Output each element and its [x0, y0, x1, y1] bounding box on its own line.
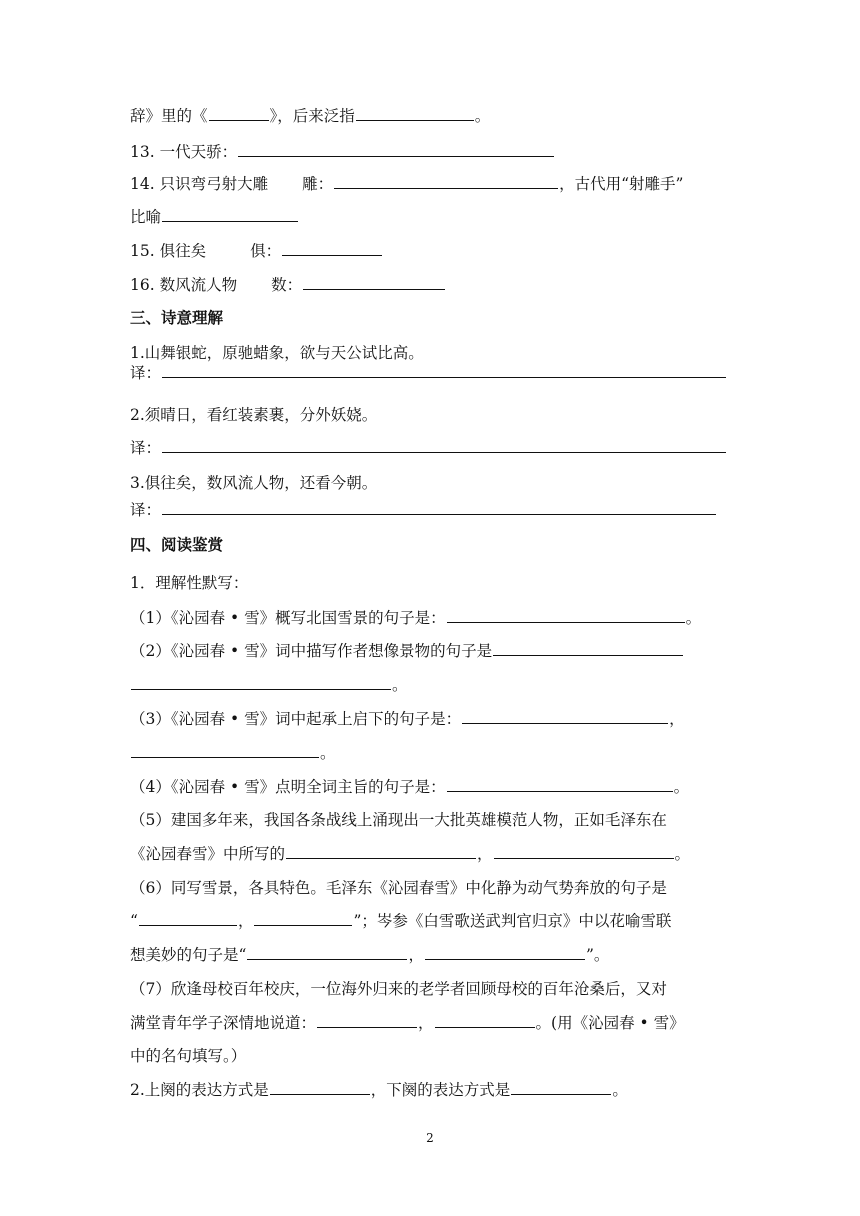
blank[interactable]	[317, 1013, 417, 1028]
text: ，	[237, 912, 254, 930]
text: 2.上阕的表达方式是	[130, 1081, 269, 1099]
reading-1-5: （5）建国多年来，我国各条战线上涌现出一大批英雄模范人物，正如毛泽东在	[130, 811, 667, 829]
text: 译：	[130, 439, 162, 457]
reading-1-4	[130, 777, 860, 797]
reading-1-2	[130, 641, 860, 661]
text: ，古代用“射雕手”	[559, 175, 684, 193]
blank[interactable]	[247, 945, 407, 960]
reading-1-2-cont	[130, 675, 860, 695]
text: ，	[418, 1014, 434, 1032]
text: “	[130, 912, 138, 930]
reading-1-7-cont2: 中的名句填写。）	[130, 1047, 247, 1065]
text: （3）《沁园春 • 雪》词中起承上启下的句子是：	[130, 710, 462, 728]
text: 满堂青年学子深情地说道：	[130, 1014, 317, 1032]
text: ”。	[585, 946, 610, 964]
blank[interactable]	[494, 844, 674, 859]
text: 辞》里的《	[130, 107, 208, 125]
blank[interactable]	[139, 911, 237, 926]
reading-1-6: （6）同写雪景，各具特色。毛泽东《沁园春雪》中化静为动气势奔放的句子是	[130, 879, 667, 897]
translate-2	[130, 438, 860, 458]
text: 。	[474, 107, 491, 125]
blank[interactable]	[511, 1080, 611, 1095]
text: 》，后来泛指	[269, 107, 355, 125]
reading-1-7-cont	[130, 1013, 860, 1033]
text: 14. 只识弯弓射大雕	[130, 175, 269, 193]
text: ”；岑参《白雪歌送武判官归京》中以花喻雪联	[353, 912, 672, 930]
blank[interactable]	[303, 275, 445, 290]
text: 13. 一代天骄：	[130, 143, 238, 161]
translate-1	[130, 363, 860, 383]
reading-1-7: （7）欣逢母校百年校庆，一位海外归来的老学者回顾母校的百年沧桑后，又对	[130, 980, 667, 998]
reading-1-5-cont	[130, 844, 860, 864]
blank[interactable]	[493, 641, 683, 656]
poem-line-2: 2.须晴日，看红装素裹，分外妖娆。	[130, 406, 378, 424]
text: 俱：	[250, 242, 282, 260]
section-3-heading: 三、诗意理解	[130, 309, 224, 327]
item-16	[130, 275, 860, 295]
blank[interactable]	[435, 1013, 535, 1028]
text: 比喻	[130, 208, 162, 226]
poem-line-3: 3.俱往矣，数风流人物，还看今朝。	[130, 474, 378, 492]
text: 。(用《沁园春 • 雪》	[535, 1014, 685, 1032]
text: 雕：	[302, 175, 334, 193]
blank[interactable]	[282, 241, 382, 256]
text: （1）《沁园春 • 雪》概写北国雪景的句子是：	[130, 609, 446, 627]
blank[interactable]	[131, 743, 319, 758]
reading-1-1	[130, 608, 860, 628]
blank[interactable]	[270, 1080, 370, 1095]
text: ，	[669, 710, 685, 728]
reading-2	[130, 1080, 860, 1100]
item-14-cont	[130, 207, 860, 227]
blank[interactable]	[425, 945, 585, 960]
line-1	[130, 106, 860, 126]
blank[interactable]	[334, 174, 558, 189]
text: 。	[673, 778, 690, 796]
blank[interactable]	[447, 777, 673, 792]
blank[interactable]	[162, 500, 716, 515]
text: 。	[674, 845, 691, 863]
text: 译：	[130, 501, 162, 519]
item-15	[130, 241, 860, 261]
reading-1-3	[130, 709, 860, 729]
reading-1: 1．理解性默写：	[130, 574, 249, 592]
item-13	[130, 142, 860, 162]
text: 16. 数风流人物	[130, 276, 238, 294]
blank[interactable]	[162, 438, 726, 453]
blank[interactable]	[162, 207, 298, 222]
translate-3	[130, 500, 860, 520]
text: 。	[685, 609, 702, 627]
text: 《沁园春雪》中所写的	[130, 845, 286, 863]
blank[interactable]	[162, 363, 726, 378]
blank[interactable]	[238, 142, 554, 157]
item-14	[130, 174, 860, 194]
text: 想美妙的句子是“	[130, 946, 247, 964]
blank[interactable]	[131, 675, 391, 690]
blank[interactable]	[462, 709, 668, 724]
blank[interactable]	[356, 106, 474, 121]
text: 。	[392, 676, 408, 694]
reading-1-6-cont	[130, 911, 860, 931]
section-4-heading: 四、阅读鉴赏	[130, 536, 224, 554]
text: （2）《沁园春 • 雪》词中描写作者想像景物的句子是	[130, 642, 493, 660]
text: 15. 俱往矣	[130, 242, 207, 260]
blank[interactable]	[286, 844, 476, 859]
text: ，	[477, 845, 493, 863]
text: 译：	[130, 364, 162, 382]
blank[interactable]	[254, 911, 352, 926]
page-number: 2	[426, 1131, 434, 1145]
blank[interactable]	[209, 106, 269, 121]
reading-1-6-cont2	[130, 945, 860, 965]
text: ，下阕的表达方式是	[370, 1081, 511, 1099]
text: （4）《沁园春 • 雪》点明全词主旨的句子是：	[130, 778, 446, 796]
poem-line-1: 1.山舞银蛇，原驰蜡象，欲与天公试比高。	[130, 344, 424, 362]
reading-1-3-cont	[130, 743, 860, 763]
blank[interactable]	[447, 608, 685, 623]
text: 。	[612, 1081, 628, 1099]
text: ，	[408, 946, 424, 964]
text: 。	[320, 744, 336, 762]
text: 数：	[271, 276, 303, 294]
